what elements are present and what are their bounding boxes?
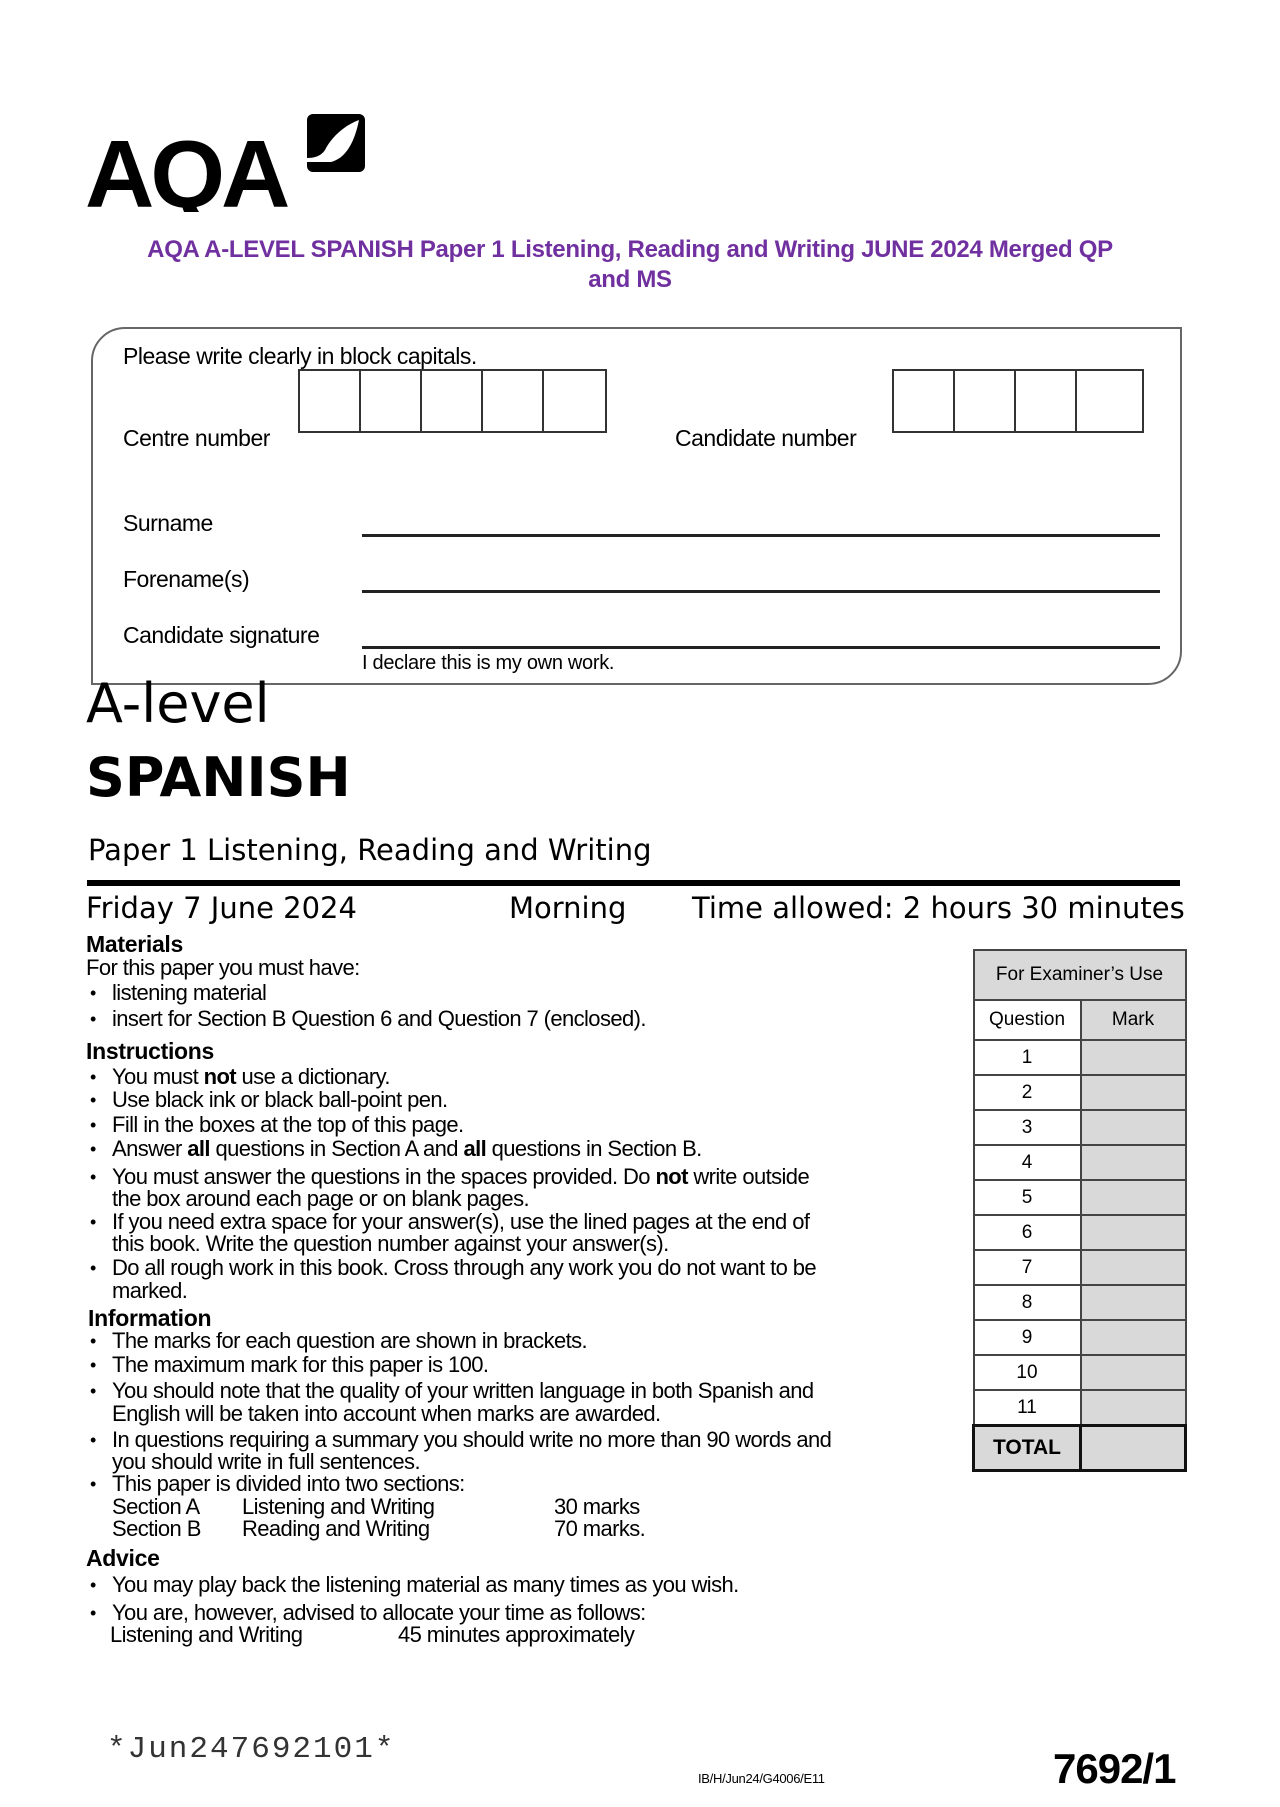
section-b-skills: Reading and Writing xyxy=(242,1516,430,1541)
bullet-icon: • xyxy=(90,1381,97,1401)
advice-item: You may play back the listening material as many times as you wish. xyxy=(112,1572,739,1597)
bullet-icon: • xyxy=(90,1355,97,1375)
mark-cell[interactable] xyxy=(1081,1145,1186,1180)
mark-cell[interactable] xyxy=(1081,1250,1186,1285)
instruction-item: You must not use a dictionary. xyxy=(112,1064,390,1089)
question-number: 7 xyxy=(974,1250,1081,1285)
aqa-logo xyxy=(85,112,370,217)
bullet-icon: • xyxy=(90,1258,97,1278)
question-column-header: Question xyxy=(974,1000,1081,1040)
barcode-text: *Jun247692101* xyxy=(107,1732,396,1767)
instruction-item: Do all rough work in this book. Cross through any work you do not want to be xyxy=(112,1255,817,1280)
instruction-item: Answer all questions in Section A and all questions in Section B. xyxy=(112,1136,702,1161)
surname-label: Surname xyxy=(123,510,213,536)
bullet-icon: • xyxy=(90,1167,97,1187)
section-a-skills: Listening and Writing xyxy=(242,1494,435,1519)
instruction-item-cont: marked. xyxy=(112,1278,188,1303)
signature-field[interactable] xyxy=(362,646,1160,649)
signature-label: Candidate signature xyxy=(123,622,320,648)
exam-session: Morning xyxy=(509,891,627,925)
mark-cell[interactable] xyxy=(1081,1320,1186,1355)
question-number: 10 xyxy=(974,1355,1081,1390)
bullet-icon: • xyxy=(90,1331,97,1351)
bullet-icon: • xyxy=(90,1115,97,1135)
allocation-task: Listening and Writing xyxy=(110,1622,303,1647)
mark-cell[interactable] xyxy=(1081,1355,1186,1390)
mark-cell[interactable] xyxy=(1081,1180,1186,1215)
instruction-item-cont: this book. Write the question number against your answer(s). xyxy=(112,1231,669,1256)
centre-number-label: Centre number xyxy=(123,425,270,451)
question-number: 4 xyxy=(974,1145,1081,1180)
information-item: This paper is divided into two sections: xyxy=(112,1471,465,1496)
examiner-table-row xyxy=(974,1040,1186,1075)
information-item: The marks for each question are shown in brackets. xyxy=(112,1328,588,1353)
information-item-cont: English will be taken into account when marks are awarded. xyxy=(112,1401,661,1426)
paper-code: 7692/1 xyxy=(1053,1745,1176,1792)
materials-item: insert for Section B Question 6 and Question 7 (enclosed). xyxy=(112,1006,646,1031)
mark-cell[interactable] xyxy=(1081,1040,1186,1075)
examiner-table-row xyxy=(974,1180,1186,1215)
question-number: 11 xyxy=(974,1390,1081,1426)
declaration-text: I declare this is my own work. xyxy=(362,652,615,674)
exam-date: Friday 7 June 2024 xyxy=(86,891,357,925)
allocation-time: 45 minutes approximately xyxy=(398,1622,635,1647)
question-number: 6 xyxy=(974,1215,1081,1250)
information-heading: Information xyxy=(88,1305,212,1331)
document-title-line2: and MS xyxy=(588,266,672,293)
instruction-item-cont: the box around each page or on blank pages. xyxy=(112,1186,529,1211)
bullet-icon: • xyxy=(90,1212,97,1232)
mark-cell[interactable] xyxy=(1081,1110,1186,1145)
question-number: 1 xyxy=(974,1040,1081,1075)
advice-item: You are, however, advised to allocate your time as follows: xyxy=(112,1600,646,1625)
exam-level: A-level xyxy=(86,672,270,735)
surname-field[interactable] xyxy=(362,534,1160,537)
mark-cell[interactable] xyxy=(1081,1215,1186,1250)
mark-cell[interactable] xyxy=(1081,1390,1186,1426)
reference-code: IB/H/Jun24/G4006/E11 xyxy=(698,1771,825,1786)
bullet-icon: • xyxy=(90,1575,97,1595)
question-number: 8 xyxy=(974,1285,1081,1320)
information-item: In questions requiring a summary you should write no more than 90 words and xyxy=(112,1427,832,1452)
information-item: You should note that the quality of your written language in both Spanish and xyxy=(112,1378,814,1403)
bullet-icon: • xyxy=(90,983,97,1003)
instruction-item: If you need extra space for your answer(s), use the lined pages at the end of xyxy=(112,1209,810,1234)
question-number: 9 xyxy=(974,1320,1081,1355)
examiner-table-row xyxy=(974,1250,1186,1285)
centre-number-boxes[interactable] xyxy=(298,369,607,433)
information-item-cont: you should write in full sentences. xyxy=(112,1449,420,1474)
mark-cell[interactable] xyxy=(1081,1285,1186,1320)
heading-rule xyxy=(87,880,1180,886)
aqa-logo-text: AQA xyxy=(85,121,287,212)
section-b-marks: 70 marks. xyxy=(554,1516,646,1541)
total-mark-cell[interactable] xyxy=(1081,1426,1186,1471)
exam-subject: SPANISH xyxy=(86,746,351,809)
exam-paper: Paper 1 Listening, Reading and Writing xyxy=(88,833,652,867)
instruction-item: Use black ink or black ball-point pen. xyxy=(112,1087,448,1112)
candidate-number-label: Candidate number xyxy=(675,425,857,451)
mark-column-header: Mark xyxy=(1081,1000,1186,1040)
examiner-table-row xyxy=(974,1215,1186,1250)
question-number: 2 xyxy=(974,1075,1081,1110)
information-item: The maximum mark for this paper is 100. xyxy=(112,1352,489,1377)
mark-cell[interactable] xyxy=(1081,1075,1186,1110)
question-number: 3 xyxy=(974,1110,1081,1145)
bullet-icon: • xyxy=(90,1009,97,1029)
time-allowed: Time allowed: 2 hours 30 minutes xyxy=(692,891,1185,925)
examiner-table-row xyxy=(974,1285,1186,1320)
examiner-table-row xyxy=(974,1110,1186,1145)
examiner-table-row xyxy=(974,1390,1186,1426)
question-number: 5 xyxy=(974,1180,1081,1215)
materials-intro: For this paper you must have: xyxy=(86,955,360,980)
instructions-heading: Instructions xyxy=(86,1038,215,1064)
instruction-item: Fill in the boxes at the top of this page. xyxy=(112,1112,464,1137)
bullet-icon: • xyxy=(90,1139,97,1159)
materials-heading: Materials xyxy=(86,931,184,957)
total-label: TOTAL xyxy=(974,1426,1081,1471)
candidate-number-boxes[interactable] xyxy=(892,369,1144,433)
examiner-table-title: For Examiner’s Use xyxy=(974,950,1186,1000)
section-a-name: Section A xyxy=(112,1494,200,1519)
examiner-use-table xyxy=(972,949,1187,1472)
examiner-table-row xyxy=(974,1355,1186,1390)
examiner-table-row xyxy=(974,1145,1186,1180)
advice-heading: Advice xyxy=(86,1545,160,1571)
materials-item: listening material xyxy=(112,980,267,1005)
bullet-icon: • xyxy=(90,1474,97,1494)
examiner-table-row xyxy=(974,1075,1186,1110)
bullet-icon: • xyxy=(90,1067,97,1087)
forename-field[interactable] xyxy=(362,590,1160,593)
examiner-table-row xyxy=(974,1320,1186,1355)
instruction-item: You must answer the questions in the spaces provided. Do not write outside xyxy=(112,1164,810,1189)
section-b-name: Section B xyxy=(112,1516,201,1541)
block-capitals-instruction: Please write clearly in block capitals. xyxy=(123,343,477,369)
document-title-line1: AQA A-LEVEL SPANISH Paper 1 Listening, Reading and Writing JUNE 2024 Merged QP xyxy=(147,236,1113,263)
forename-label: Forename(s) xyxy=(123,566,250,592)
bullet-icon: • xyxy=(90,1430,97,1450)
section-a-marks: 30 marks xyxy=(554,1494,640,1519)
bullet-icon: • xyxy=(90,1090,97,1110)
bullet-icon: • xyxy=(90,1603,97,1623)
